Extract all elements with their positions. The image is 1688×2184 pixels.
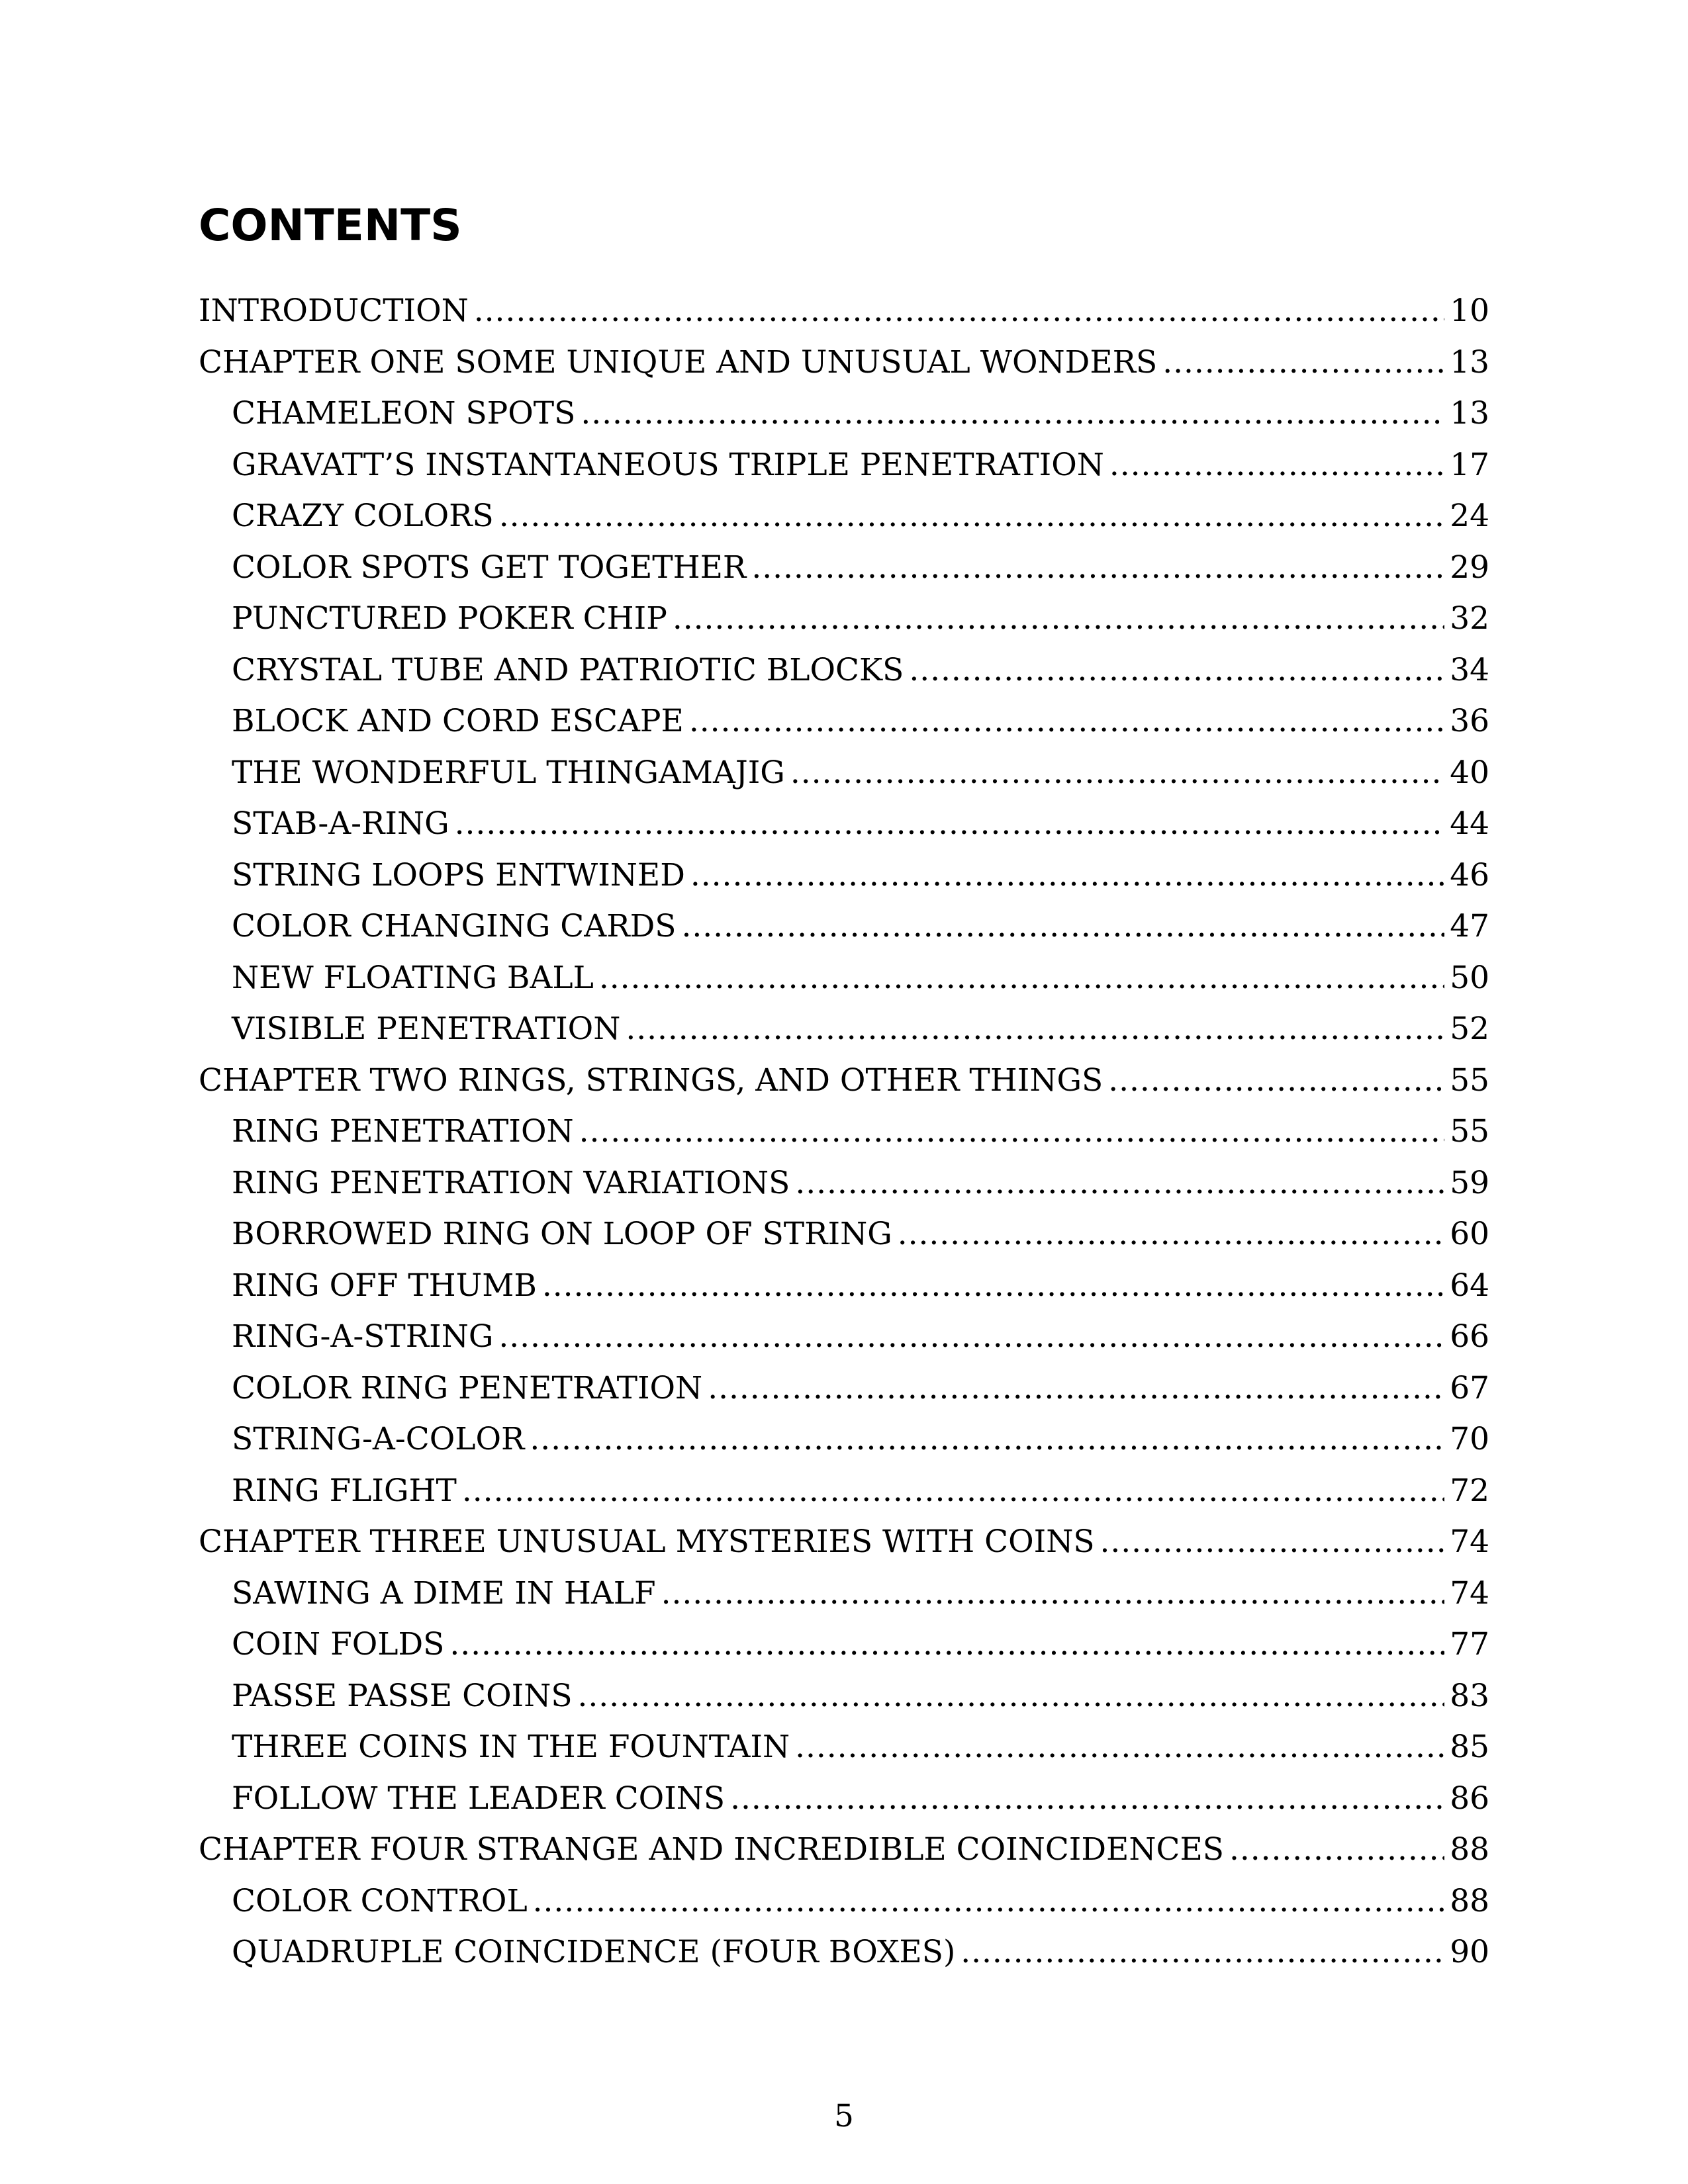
entry-title: BLOCK AND CORD ESCAPE [232, 703, 684, 739]
dot-leader [579, 1106, 1445, 1158]
entry-title: STRING-A-COLOR [232, 1421, 525, 1457]
entry-page-number: 47 [1450, 908, 1489, 944]
entry-page-number: 74 [1450, 1574, 1489, 1612]
entry-title: FOLLOW THE LEADER COINS [232, 1780, 726, 1817]
dot-leader [533, 1876, 1445, 1927]
toc-chapter-entry[interactable] [199, 1516, 1489, 1568]
toc-section-entry[interactable] [199, 490, 1489, 542]
entry-title: CHAPTER TWO RINGS, STRINGS, AND OTHER THINGS [199, 1062, 1103, 1099]
toc-chapter-entry[interactable] [199, 285, 1489, 337]
toc-section-entry[interactable] [199, 1106, 1489, 1158]
dot-leader [898, 1208, 1444, 1260]
entry-page-number: 52 [1450, 1011, 1489, 1047]
entry-page-number: 29 [1450, 549, 1489, 586]
dot-leader [661, 1568, 1445, 1619]
page-title: CONTENTS [199, 200, 462, 251]
toc-section-entry[interactable] [199, 901, 1489, 952]
entry-title: RING OFF THUMB [232, 1267, 537, 1304]
toc-section-entry[interactable] [199, 1363, 1489, 1414]
toc-section-entry[interactable] [199, 1568, 1489, 1619]
dot-leader [498, 1311, 1444, 1363]
entry-page-number: 32 [1450, 600, 1489, 637]
entry-title: VISIBLE PENETRATION [232, 1011, 621, 1047]
entry-page-number: 13 [1450, 395, 1489, 432]
toc-section-entry[interactable] [199, 1003, 1489, 1055]
dot-leader [681, 901, 1444, 952]
toc-section-entry[interactable] [199, 1260, 1489, 1312]
toc-section-entry[interactable] [199, 850, 1489, 901]
dot-leader [730, 1773, 1444, 1825]
entry-page-number: 72 [1450, 1472, 1489, 1509]
toc-section-entry[interactable] [199, 1311, 1489, 1363]
entry-page-number: 24 [1450, 498, 1489, 534]
dot-leader [909, 645, 1444, 696]
entry-page-number: 55 [1450, 1062, 1489, 1099]
entry-title: RING PENETRATION [232, 1113, 574, 1150]
dot-leader [795, 1721, 1444, 1773]
toc-section-entry[interactable] [199, 696, 1489, 747]
entry-page-number: 77 [1450, 1626, 1489, 1662]
dot-leader [1100, 1516, 1445, 1568]
toc-section-entry[interactable] [199, 1721, 1489, 1773]
entry-title: RING-A-STRING [232, 1318, 494, 1355]
toc-section-entry[interactable] [199, 1619, 1489, 1670]
entry-title: INTRODUCTION [199, 293, 469, 329]
dot-leader [530, 1414, 1444, 1465]
entry-title: NEW FLOATING BALL [232, 959, 594, 996]
entry-title: CRYSTAL TUBE AND PATRIOTIC BLOCKS [232, 651, 904, 688]
entry-page-number: 40 [1450, 754, 1489, 791]
toc-section-entry[interactable] [199, 593, 1489, 645]
dot-leader [455, 798, 1445, 850]
entry-title: THE WONDERFUL THINGAMAJIG [232, 754, 785, 791]
entry-title: STAB-A-RING [232, 805, 449, 842]
dot-leader [1108, 1055, 1444, 1107]
toc-section-entry[interactable] [199, 747, 1489, 799]
entry-title: SAWING A DIME IN HALF [232, 1574, 656, 1612]
entry-page-number: 86 [1450, 1780, 1489, 1817]
entry-page-number: 70 [1450, 1421, 1489, 1457]
dot-leader [690, 850, 1444, 901]
entry-title: COIN FOLDS [232, 1626, 445, 1662]
entry-page-number: 17 [1450, 446, 1489, 483]
entry-title: COLOR CONTROL [232, 1882, 528, 1919]
dot-leader [795, 1158, 1444, 1209]
entry-page-number: 88 [1450, 1882, 1489, 1919]
entry-page-number: 50 [1450, 959, 1489, 996]
entry-title: PASSE PASSE COINS [232, 1677, 573, 1714]
toc-section-entry[interactable] [199, 388, 1489, 439]
dot-leader [1109, 439, 1444, 491]
entry-page-number: 36 [1450, 703, 1489, 739]
toc-section-entry[interactable] [199, 1773, 1489, 1825]
toc-section-entry[interactable] [199, 1927, 1489, 1978]
dot-leader [708, 1363, 1444, 1414]
toc-section-entry[interactable] [199, 1465, 1489, 1517]
toc-section-entry[interactable] [199, 1876, 1489, 1927]
dot-leader [542, 1260, 1444, 1312]
dot-leader [673, 593, 1444, 645]
entry-title: CRAZY COLORS [232, 498, 494, 534]
entry-page-number: 59 [1450, 1164, 1489, 1201]
entry-page-number: 85 [1450, 1729, 1489, 1765]
toc-section-entry[interactable] [199, 952, 1489, 1004]
toc-section-entry[interactable] [199, 1414, 1489, 1465]
dot-leader [626, 1003, 1444, 1055]
dot-leader [581, 388, 1444, 439]
entry-title: THREE COINS IN THE FOUNTAIN [232, 1729, 790, 1765]
entry-title: PUNCTURED POKER CHIP [232, 600, 667, 637]
entry-page-number: 55 [1450, 1113, 1489, 1150]
entry-page-number: 83 [1450, 1677, 1489, 1714]
entry-page-number: 67 [1450, 1369, 1489, 1406]
entry-page-number: 34 [1450, 651, 1489, 688]
dot-leader [689, 696, 1444, 747]
dot-leader [1229, 1824, 1444, 1876]
entry-page-number: 46 [1450, 856, 1489, 893]
toc-section-entry[interactable] [199, 1158, 1489, 1209]
entry-page-number: 13 [1450, 343, 1489, 381]
toc-section-entry[interactable] [199, 1208, 1489, 1260]
entry-title: RING FLIGHT [232, 1472, 457, 1509]
entry-page-number: 74 [1450, 1524, 1489, 1560]
entry-title: COLOR SPOTS GET TOGETHER [232, 549, 747, 586]
toc-chapter-entry[interactable] [199, 337, 1489, 388]
table-of-contents [199, 285, 1489, 1978]
entry-title: GRAVATT’S INSTANTANEOUS TRIPLE PENETRATION [232, 446, 1104, 483]
toc-chapter-entry[interactable] [199, 1055, 1489, 1107]
entry-title: CHAPTER FOUR STRANGE AND INCREDIBLE COINCIDENCES [199, 1831, 1224, 1868]
dot-leader [790, 747, 1444, 799]
entry-title: BORROWED RING ON LOOP OF STRING [232, 1216, 892, 1252]
entry-title: CHAPTER ONE SOME UNIQUE AND UNUSUAL WONDERS [199, 343, 1158, 381]
entry-page-number: 88 [1450, 1831, 1489, 1868]
entry-page-number: 66 [1450, 1318, 1489, 1355]
toc-chapter-entry[interactable] [199, 1824, 1489, 1876]
dot-leader [474, 285, 1444, 337]
entry-title: STRING LOOPS ENTWINED [232, 856, 685, 893]
entry-title: CHAPTER THREE UNUSUAL MYSTERIES WITH COINS [199, 1524, 1095, 1560]
dot-leader [449, 1619, 1444, 1670]
entry-title: CHAMELEON SPOTS [232, 395, 576, 432]
toc-section-entry[interactable] [199, 542, 1489, 594]
entry-title: COLOR CHANGING CARDS [232, 908, 677, 944]
entry-page-number: 64 [1450, 1267, 1489, 1304]
toc-section-entry[interactable] [199, 439, 1489, 491]
entry-title: RING PENETRATION VARIATIONS [232, 1164, 790, 1201]
toc-section-entry[interactable] [199, 798, 1489, 850]
dot-leader [1162, 337, 1444, 388]
dot-leader [961, 1927, 1444, 1978]
dot-leader [578, 1670, 1445, 1722]
entry-title: COLOR RING PENETRATION [232, 1369, 703, 1406]
entry-page-number: 10 [1450, 293, 1489, 329]
dot-leader [751, 542, 1444, 594]
dot-leader [599, 952, 1444, 1004]
page-number: 5 [834, 2098, 854, 2134]
entry-page-number: 60 [1450, 1216, 1489, 1252]
entry-page-number: 44 [1450, 805, 1489, 842]
entry-title: QUADRUPLE COINCIDENCE (FOUR BOXES) [232, 1934, 956, 1970]
dot-leader [462, 1465, 1444, 1517]
dot-leader [499, 490, 1444, 542]
entry-page-number: 90 [1450, 1934, 1489, 1970]
toc-section-entry[interactable] [199, 645, 1489, 696]
toc-section-entry[interactable] [199, 1670, 1489, 1722]
